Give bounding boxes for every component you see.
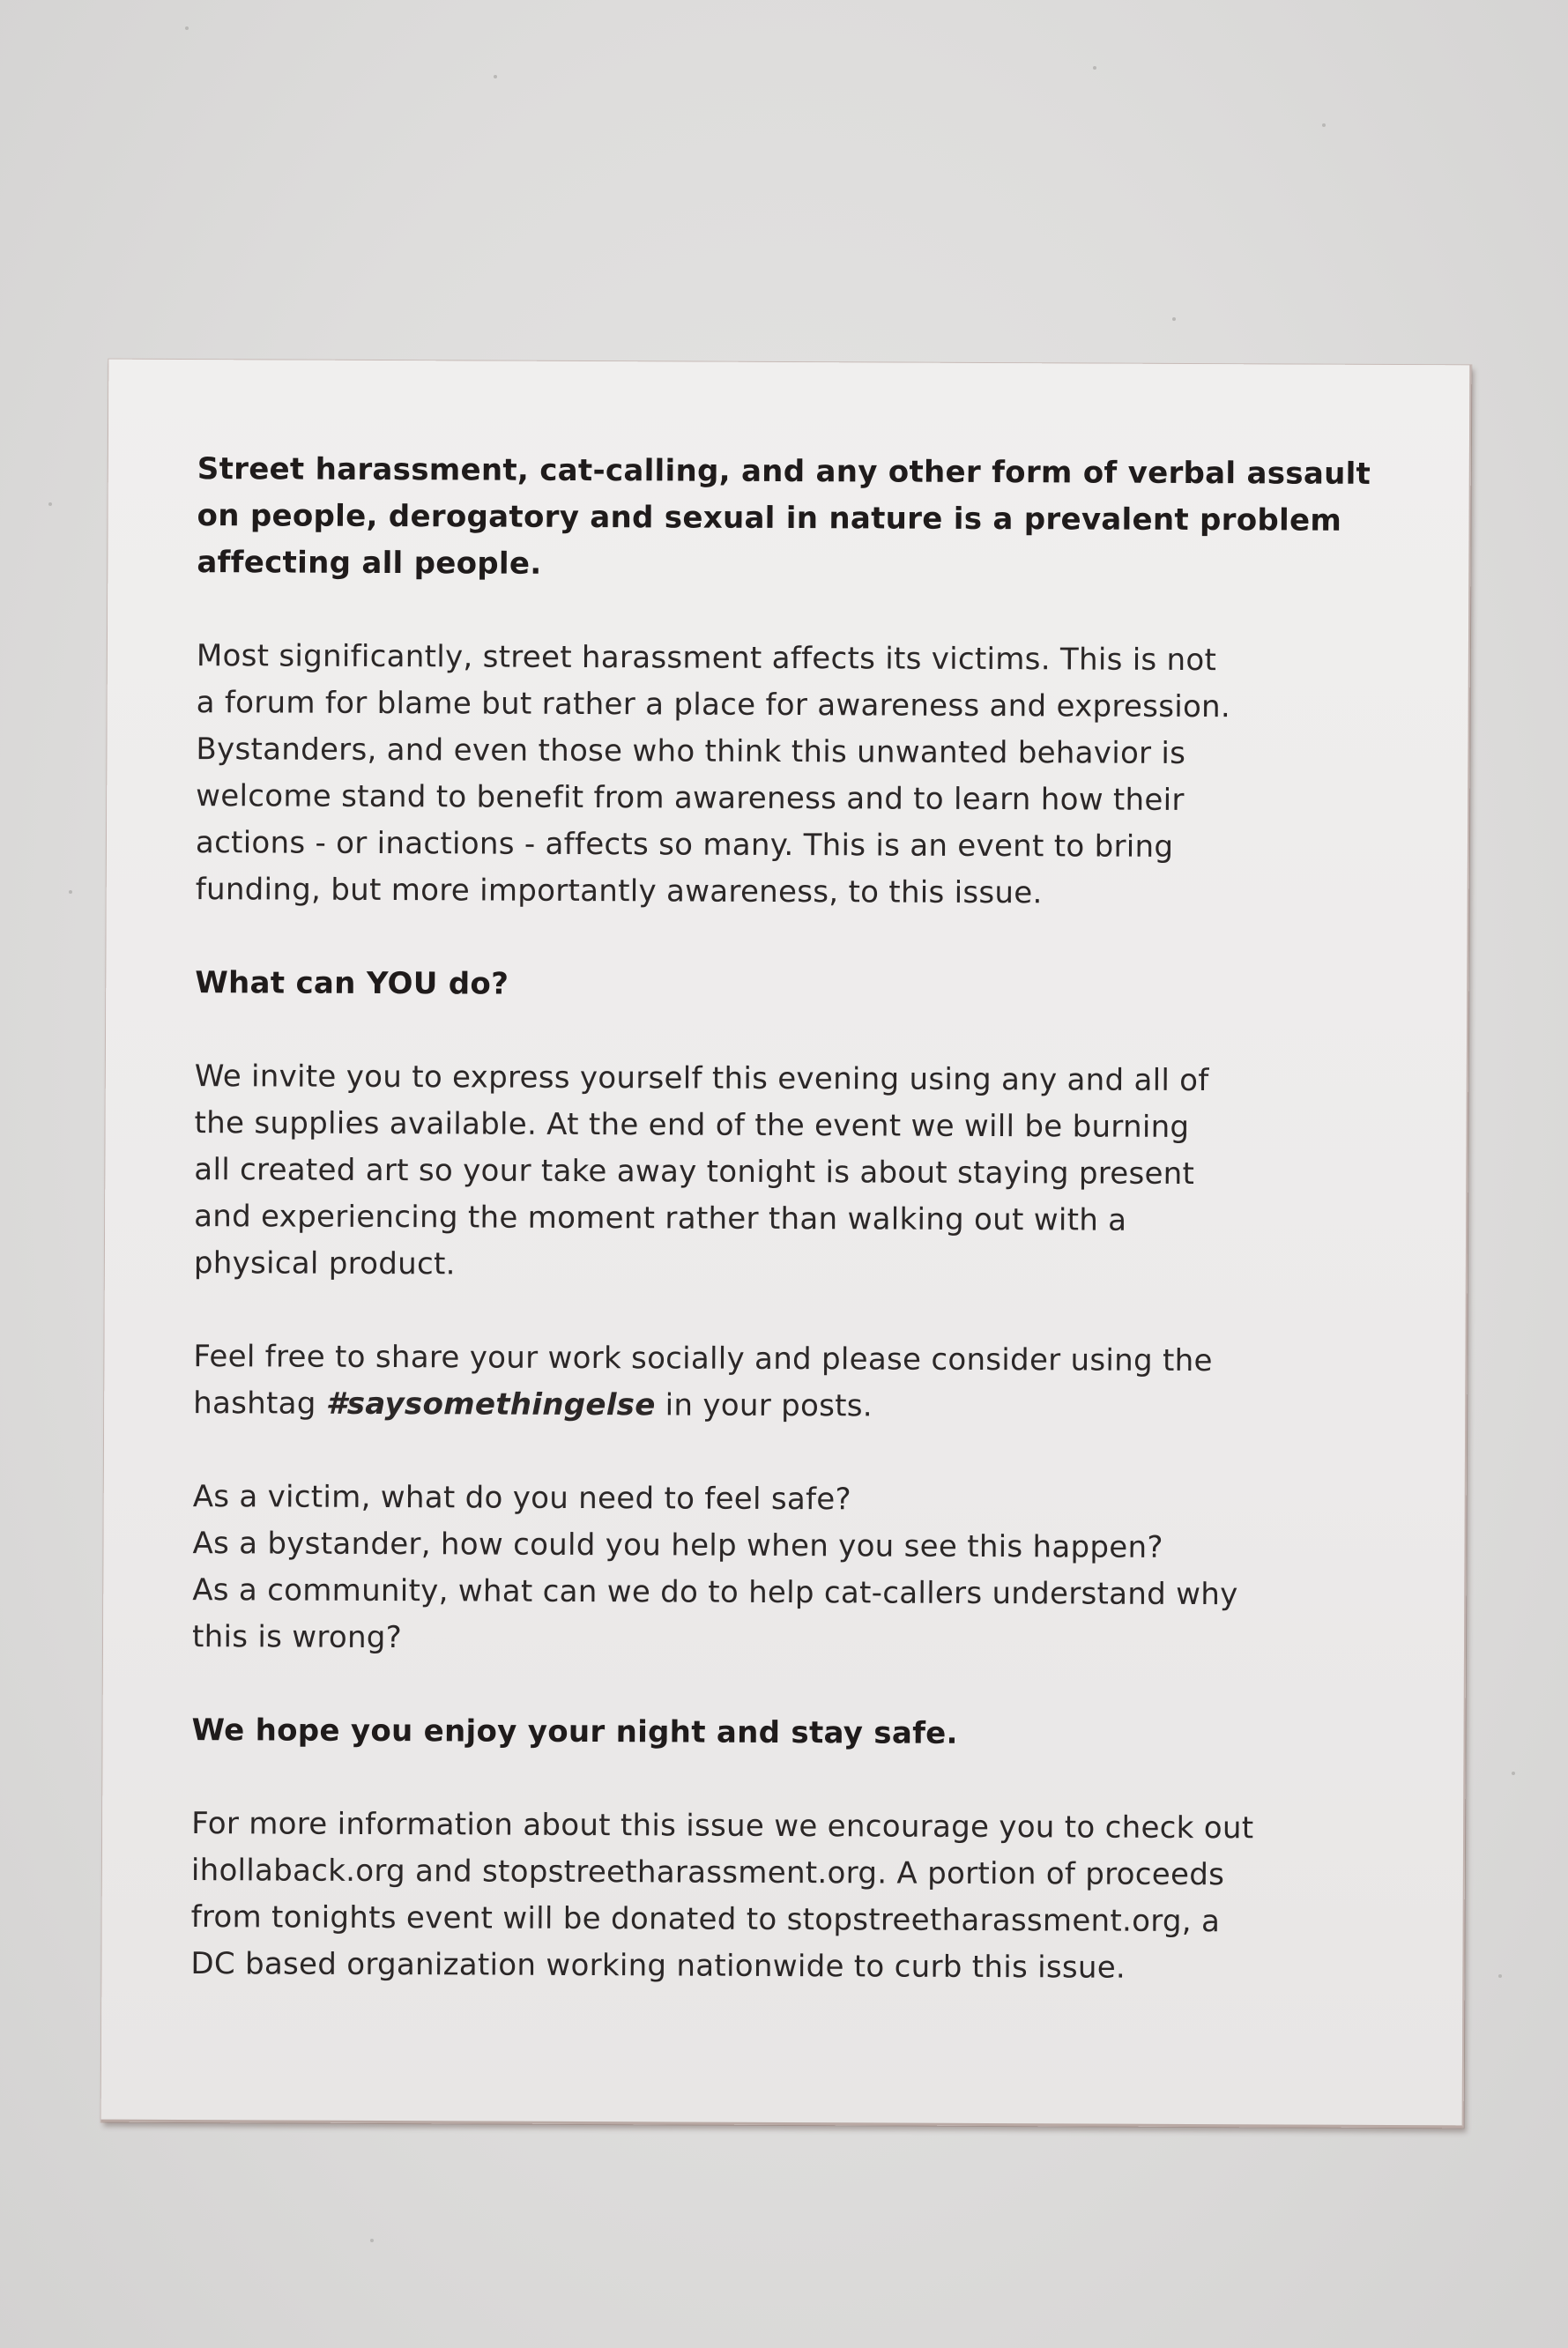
wall-speck [1172, 317, 1176, 321]
wall-speck [370, 2239, 374, 2242]
wall-speck [185, 26, 189, 30]
wall-speck [1512, 1772, 1515, 1775]
more-info-paragraph: For more information about this issue we encourage you to check out ihollaback.org and stopstreetharassment.org. A portion of proceeds from tonights event will be donated to stopstreetharassment.org, a DC based organization working nationwide to curb this issue. [190, 1806, 1254, 1986]
invite-paragraph: We invite you to express yourself this evening using any and all of the supplies available. At the end of the event we will be burning all created art so your take away tonight is about staying present and experiencing the moment rather than walking out with a physical product. [193, 1059, 1209, 1282]
wall-speck [494, 75, 497, 78]
sign-content [190, 446, 1414, 2040]
closing-statement: We hope you enjoy your night and stay safe. [191, 1713, 958, 1751]
wall-speck [1322, 123, 1326, 127]
awareness-paragraph: Most significantly, street harassment affects its victims. This is not a forum for blame but rather a place for awareness and expression. Bystanders, and even those who think this unwanted behavior is welcome stand to benefit from awareness and to learn how their actions - or inactions - affects so many. This is an event to bring funding, but more importantly awareness, to this issue. [195, 638, 1231, 911]
what-can-you-do-heading: What can YOU do? [195, 965, 509, 1002]
wall-speck [1498, 1974, 1502, 1978]
wall-speck [69, 890, 72, 894]
hashtag: #saysomethingelse [325, 1386, 656, 1423]
share-text-before: Feel free to share your work socially and please consider using the hashtag [193, 1339, 1213, 1422]
share-paragraph [193, 1334, 1409, 1432]
share-text-after: in your posts. [655, 1387, 873, 1424]
questions-paragraph: As a victim, what do you need to feel safe? As a bystander, how could you help when you see this happen? As a community, what can we do to help cat-callers understand why this is wrong? [191, 1479, 1238, 1656]
intro-statement: Street harassment, cat-calling, and any other form of verbal assault on people, derogatory and sexual in nature is a prevalent problem affecting all people. [197, 451, 1371, 582]
info-sign [101, 360, 1472, 2129]
wall-speck [48, 502, 52, 506]
wall-speck [1093, 66, 1096, 70]
